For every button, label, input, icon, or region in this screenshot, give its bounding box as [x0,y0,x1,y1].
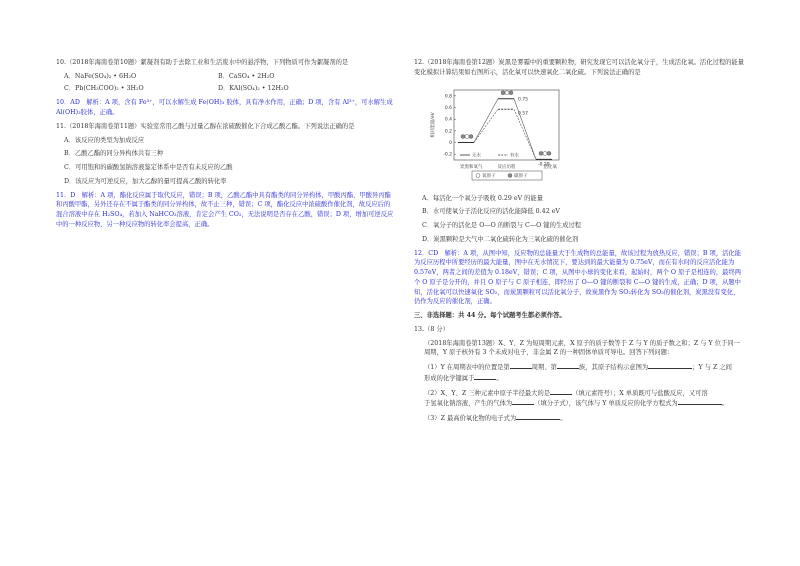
option-b: B．CaSO₄ • 2H₂O [218,72,275,80]
question-11-stem: 11.（2018年海南卷第11题）实验室常用乙酸与过量乙醇在浓硫酸催化下合成乙酸乙酯。下列说法正确的是 [56,122,355,130]
option-a: A．NaFe(SO₄)₂ • 6H₂O [64,72,137,80]
atom-icon [505,90,509,94]
option-c: C．Pb(CH₃COO)₂ • 3H₂O [64,84,144,92]
data-label: -0.29 [538,161,550,167]
blank-group[interactable] [557,362,579,369]
part-1-text-a: （1）Y 在周期表中的位置是第 [424,364,510,371]
part-1-text-f: 。 [496,374,503,382]
option-a: A．每活化一个氧分子吸收 0.29 eV 的能量 [422,194,544,202]
option-b: B．水可使氧分子活化反应的活化能降低 0.42 eV [422,208,560,216]
question-13-number: 13. [414,325,425,333]
data-label: 0.75 [518,96,529,102]
part-2-text-d: （填分子式），该气体与 Y 单质反应的化学方程式为 [534,400,678,408]
question-13-part-3 [414,413,744,424]
question-12-answer: 12．CD 解析：A 项，从图中知，反应物的总能量大于生成物的总能量，故该过程为放热反应，错误；B 项，活化能为反应历程中所要经历的最大能量，图中在无水情况下，要达到的最大能量为 0.75eV，而在有水时的反应活化能为 0.57eV，两者之间的差值为 0.18eV，错误；C 项，从图中小球的变化来看，起始时，两个 O 原子是相连的，最终两个 O 原子是分开的，并且 O 原子与 C 原子相连，即经历了 O—O 键的断裂和 C—O 键的生成，正确；D 项，从题中知，活化氧可以快速氧化 SO₂，而炭黑颗粒可以活化氧分子，故炭黑作为 SO₂转化为 SO₃的催化剂，炭黑没有变化，仍作为反应的催化剂，正确。 [414,249,742,306]
option-b: B．乙酸乙酯的同分异构体共有三种 [64,150,164,158]
option-d: D．炭黑颗粒是大气中二氧化硫转化为三氧化硫的催化剂 [422,235,579,243]
part-2-text-b: （填元素符号）；X 单质既可与盐酸反应，又可溶 [572,389,708,397]
x-tick-label: 炭黑和氧气 [460,164,483,170]
question-13-stem: （2018年海南卷第13题）X、Y、Z 为短周期元素，X 原子的质子数等于 Z 与 Y 的质子数之和；Z 与 Y 位于同一周期，Y 原子核外有 3 个未成对电子，非金属 Z 的一种固体单质可导电。回答下列问题： [424,339,740,357]
question-10-answer: 10．AD 解析：A 项，含有 Fe³⁺，可以水解生成 Fe(OH)₃ 胶体，具有净水作用，正确；D 项，含有 Al³⁺，可水解生成 Al(OH)₃胶体，正确。 [56,99,393,116]
carbon-legend-icon [508,173,512,177]
option-d: D．KAl(SO₄)₂ • 12H₂O [218,84,289,92]
part-1-text-c: 族，其原子结构示意图为 [578,364,649,371]
part-3-text-a: （3）Z 最高价氧化物的电子式为 [424,415,517,422]
atom-icon [501,90,505,94]
question-11-answer: 11．D 解析：A 项，酯化反应属于取代反应，错误；B 项，乙酸乙酯中具有酯类的同分异构体，甲酸丙酯、甲酸异丙酯和丙酸甲酯，另外还存在不属于酯类的同分异构体，故不止三种，错误；C 项，酯化反应中浓硫酸作催化剂，故反应后的混合溶液中存在 H₂SO₄，若加入 NaHCO₃溶液，肯定会产生 CO₂，无法说明是否存在乙酸，错误；D 项，增加可逆反应中的一种反应物，另一种反应物的转化率会提高，正确。 [56,191,394,228]
legend-label: 有水 [510,153,519,158]
question-13-score: （8 分） [424,325,449,333]
blank-bond-type[interactable] [474,373,496,380]
y-axis-label: 相对能量/eV [431,111,436,138]
data-label: 0.57 [518,110,529,116]
y-tick-label: 0.4 [444,117,452,123]
x-axis-label: 反应历程 [497,164,516,170]
option-a: A．该反应的类型为加成反应 [64,136,145,144]
part-1-text-b: 周期、第 [531,364,557,371]
plot-frame [454,90,559,160]
part-1-text-d: ；Y 与 Z 之间 [692,364,732,371]
question-13-header [414,325,744,335]
option-c: C．可用饱和的碳酸氢钠溶液鉴定体系中是否有未反应的乙酸 [64,164,233,171]
energy-connector [514,109,536,159]
atom-icon [539,151,543,155]
energy-chart-svg [424,82,594,190]
option-c: C．氧分子的活化是 O—O 的断裂与 C—O 键的生成过程 [422,222,582,229]
legend-label: 碳原子 [514,173,528,179]
left-column [56,58,396,234]
y-tick-label: 0.6 [444,105,452,111]
blank-electron-formula[interactable] [516,413,560,420]
y-tick-label: 0 [449,140,452,146]
atom-icon [547,151,551,155]
option-d: D．该反应为可逆反应，加大乙醇的量可提高乙酸的转化率 [64,177,227,185]
question-13-part-1 [414,362,744,384]
atom-icon [461,134,465,138]
legend-label: 氧原子 [482,173,496,179]
blank-period[interactable] [510,362,532,369]
right-column [414,58,744,428]
x-tick-label: 活化氧 [543,164,557,170]
y-tick-label: 0.2 [444,128,452,134]
energy-connector [514,98,536,159]
blank-structure[interactable] [648,362,692,369]
blank-largest-radius[interactable] [550,388,572,395]
section-heading: 三、非选择题：共 44 分。每个试题考生都必须作答。 [414,312,566,319]
blank-equation[interactable] [678,398,722,405]
question-13-part-2 [414,388,744,410]
atom-icon [469,134,473,138]
part-2-text-a: （2）X、Y、Z 三种元素中原子半径最大的是 [424,389,551,397]
y-tick-label: -0.2 [443,152,452,158]
legend-label: 无水 [472,153,481,158]
question-10-options [56,72,396,96]
energy-connector [474,109,498,142]
part-2-text-e: 。 [721,400,728,408]
y-tick-label: 0.8 [444,93,452,99]
atom-icon [509,90,513,94]
blank-gas[interactable] [512,398,534,405]
part-2-text-c: 于氢氧化钠溶液，产生的气体为 [424,400,513,408]
atom-icon [543,151,547,155]
energy-connector [474,98,498,142]
question-12-stem: 12.（2018年海南卷第12题）炭黑是雾霾中的重要颗粒物，研究发现它可以活化氧分子，生成活化氧。活化过程的能量变化模拟计算结果如右图所示，活化氧可以快速氧化二氧化硫。下列说法正确的是 [414,59,745,76]
oxygen-legend-icon [476,173,480,177]
part-3-text-b: 。 [560,415,567,422]
part-1-text-e: 形成的化学键属于 [424,374,475,382]
energy-diagram [424,82,594,190]
question-10-stem: 10.（2018年海南卷第10题）絮凝剂有助于去除工业和生活废水中的悬浮物，下列物质可作为絮凝剂的是 [56,59,349,66]
atom-icon [465,134,469,138]
